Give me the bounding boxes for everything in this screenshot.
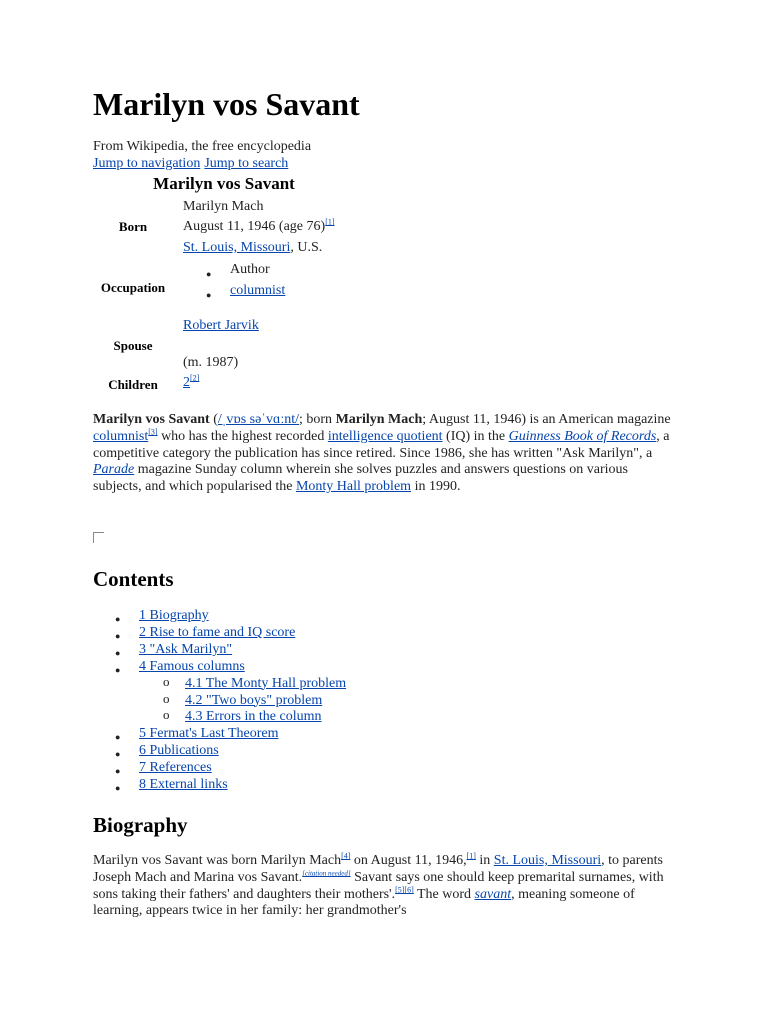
infobox-children-label: Children <box>108 377 158 392</box>
ref-link[interactable]: [2] <box>190 373 200 383</box>
bullet-icon: ● <box>115 766 121 777</box>
st-louis-link[interactable]: St. Louis, Missouri <box>183 240 291 255</box>
infobox-title: Marilyn vos Savant <box>153 174 295 193</box>
toc-link[interactable]: 3 "Ask Marilyn" <box>139 641 233 657</box>
circle-bullet-icon: o <box>163 707 170 723</box>
bullet-icon: ● <box>206 269 212 279</box>
ref-link[interactable]: [4] <box>341 851 351 861</box>
page-title: Marilyn vos Savant <box>93 86 360 122</box>
jump-to-navigation-link[interactable]: Jump to navigation <box>93 156 201 171</box>
ref-link[interactable]: [1] <box>325 217 335 227</box>
bullet-icon: ● <box>206 290 212 300</box>
bullet-icon: ● <box>115 614 121 624</box>
contents-heading: Contents <box>93 567 174 591</box>
toc-link[interactable]: 4.3 Errors in the column <box>185 709 322 725</box>
broken-image-icon <box>93 532 104 543</box>
parade-link[interactable]: Parade <box>93 462 135 478</box>
columnist-link[interactable]: columnist <box>93 428 149 444</box>
jump-to-search-link[interactable]: Jump to search <box>204 156 289 171</box>
circle-bullet-icon: o <box>163 690 170 706</box>
robert-jarvik-link[interactable]: Robert Jarvik <box>183 318 259 333</box>
occupation-author: Author <box>230 262 270 277</box>
infobox-spouse-name <box>183 318 259 335</box>
infobox-born-date: August 11, 1946 (age 76)[1] <box>183 217 335 234</box>
toc-link[interactable]: 2 Rise to fame and IQ score <box>139 624 296 640</box>
monty-hall-link[interactable]: Monty Hall problem <box>295 479 412 495</box>
bullet-icon: ● <box>115 749 121 760</box>
ref-link[interactable]: [1] <box>466 851 476 861</box>
ref-link[interactable]: [5][6] <box>395 884 414 894</box>
occupation-columnist-link[interactable]: columnist <box>230 283 286 298</box>
savant-link[interactable]: savant <box>474 886 512 902</box>
bullet-icon: ● <box>115 783 121 793</box>
children-link[interactable]: 2 <box>183 375 190 390</box>
toc-link[interactable]: 5 Fermat's Last Theorem <box>139 726 279 742</box>
lead-paragraph: Marilyn vos Savant (/ˌvɒs səˈvɑːnt/; born Marilyn Mach; August 11, 1946) is an American magazine columnist[3] who has the highest recorded intelligence quotient (IQ) in the Guinness Book of Records, a competitive category the publication has since retired. Since 1986, she has written "Ask Marilyn", a Parade magazine Sunday column wherein she solves puzzles and answers questions on various subjects, and which popularised the Monty Hall problem in 1990. <box>93 412 671 495</box>
bullet-icon: ● <box>115 647 121 658</box>
guinness-link[interactable]: Guinness Book of Records <box>508 428 657 444</box>
toc-link[interactable]: 7 References <box>139 760 212 776</box>
biography-heading: Biography <box>93 813 188 837</box>
biography-paragraph: Marilyn vos Savant was born Marilyn Mach[4] on August 11, 1946,[1] in St. Louis, Missouri, to parents Joseph Mach and Marina vos Savant.[citation needed] Savant says one should keep premarital surnames, with sons taking their fathers' and daughters their mothers'.[5][6] The word savant, meaning someone of learning, appears twice in her family: her grandmother's <box>93 851 664 919</box>
toc-link[interactable]: 4.2 "Two boys" problem <box>185 692 323 708</box>
infobox-occupation-label: Occupation <box>100 280 166 295</box>
ref-link[interactable]: [3] <box>148 427 158 437</box>
citation-needed-link[interactable]: [citation needed] <box>302 869 351 878</box>
infobox-born-label: Born <box>118 219 148 234</box>
iq-link[interactable]: intelligence quotient <box>327 428 443 444</box>
infobox-born-place: St. Louis, Missouri, U.S. <box>183 240 323 255</box>
infobox-born-name: Marilyn Mach <box>183 199 264 214</box>
infobox-spouse-married: (m. 1987) <box>183 355 239 370</box>
toc-link[interactable]: 8 External links <box>139 777 228 792</box>
toc-link[interactable]: 1 Biography <box>139 608 209 623</box>
bullet-icon: ● <box>115 732 121 743</box>
bullet-icon: ● <box>115 630 121 641</box>
toc-link[interactable]: 6 Publications <box>139 743 219 759</box>
ipa-link[interactable]: /ˌvɒs səˈvɑːnt/ <box>217 412 299 427</box>
site-tagline: From Wikipedia, the free encyclopedia <box>93 139 312 154</box>
st-louis-link[interactable]: St. Louis, Missouri <box>493 853 602 868</box>
toc-link[interactable]: 4.1 The Monty Hall problem <box>185 675 347 691</box>
circle-bullet-icon: o <box>163 673 170 689</box>
bullet-icon: ● <box>115 664 121 675</box>
toc-link[interactable]: 4 Famous columns <box>139 658 245 674</box>
infobox-spouse-label: Spouse <box>113 338 153 353</box>
jump-links <box>93 156 292 173</box>
infobox-children-value <box>183 375 199 392</box>
